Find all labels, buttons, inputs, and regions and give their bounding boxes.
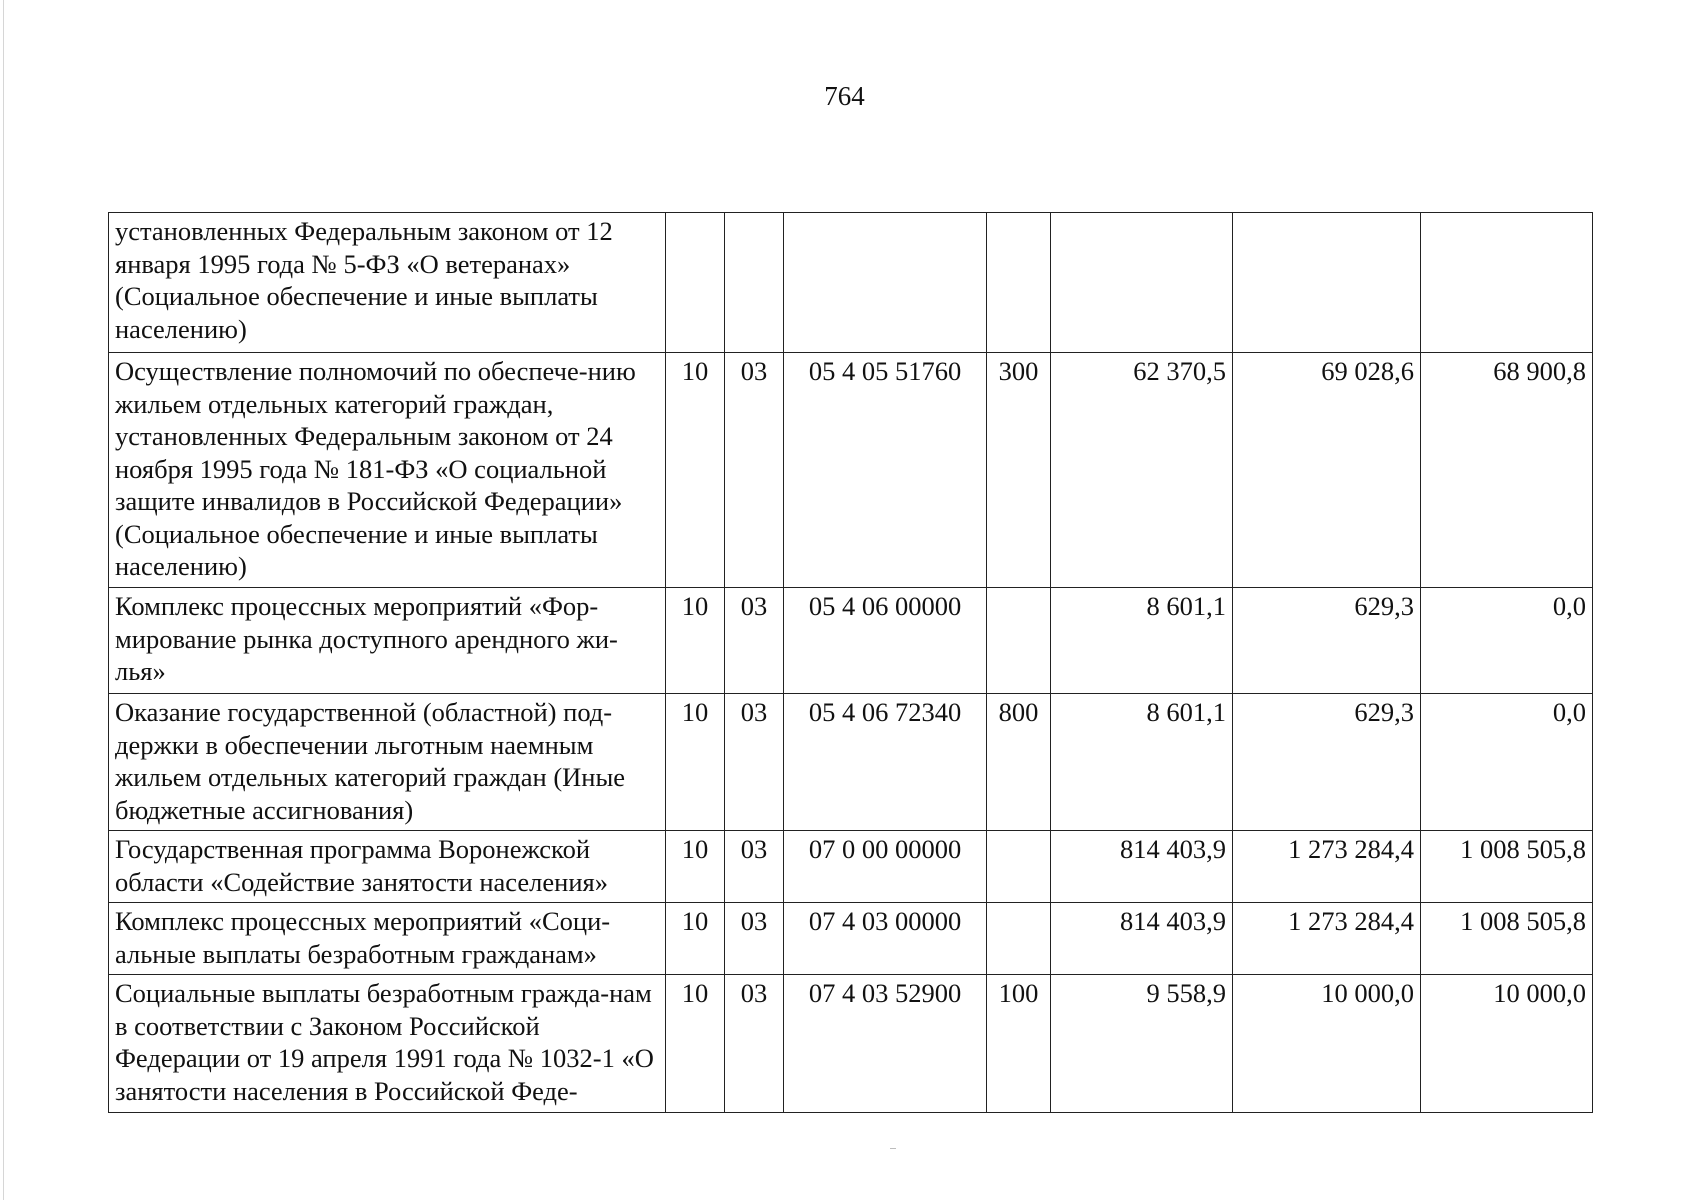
cell-year2: 1 273 284,4 (1233, 903, 1421, 975)
cell-csr: 05 4 05 51760 (784, 353, 987, 588)
cell-vr: 100 (987, 975, 1051, 1113)
cell-pr (725, 213, 784, 353)
cell-rz: 10 (666, 831, 725, 903)
cell-year3: 10 000,0 (1421, 975, 1593, 1113)
cell-pr: 03 (725, 694, 784, 831)
cell-vr (987, 903, 1051, 975)
cell-name: Социальные выплаты безработным гражда-нам в соответствии с Законом Российской Федерации от 19 апреля 1991 года № 1032-1 «О занятости населения в Российской Феде- (109, 975, 666, 1113)
cell-rz: 10 (666, 694, 725, 831)
cell-vr: 300 (987, 353, 1051, 588)
cell-vr: 800 (987, 694, 1051, 831)
page-number: 764 (824, 81, 865, 111)
cell-rz: 10 (666, 975, 725, 1113)
cell-year3: 1 008 505,8 (1421, 903, 1593, 975)
budget-table (108, 212, 1593, 1113)
cell-rz: 10 (666, 588, 725, 694)
table-row (109, 588, 1593, 694)
cell-csr: 07 4 03 00000 (784, 903, 987, 975)
cell-year3: 1 008 505,8 (1421, 831, 1593, 903)
cell-pr: 03 (725, 353, 784, 588)
cell-csr: 07 0 00 00000 (784, 831, 987, 903)
cell-year3: 68 900,8 (1421, 353, 1593, 588)
cell-year2 (1233, 213, 1421, 353)
cell-year3 (1421, 213, 1593, 353)
table-row (109, 903, 1593, 975)
cell-year3: 0,0 (1421, 694, 1593, 831)
cell-csr (784, 213, 987, 353)
cell-csr: 05 4 06 00000 (784, 588, 987, 694)
cell-year2: 69 028,6 (1233, 353, 1421, 588)
cell-name: Государственная программа Воронежской области «Содействие занятости населения» (109, 831, 666, 903)
cell-pr: 03 (725, 903, 784, 975)
cell-csr: 05 4 06 72340 (784, 694, 987, 831)
scan-speck (890, 1148, 896, 1149)
cell-year3: 0,0 (1421, 588, 1593, 694)
cell-year1: 62 370,5 (1051, 353, 1233, 588)
cell-year1: 814 403,9 (1051, 903, 1233, 975)
cell-rz: 10 (666, 903, 725, 975)
cell-pr: 03 (725, 588, 784, 694)
cell-year1: 9 558,9 (1051, 975, 1233, 1113)
table-row (109, 213, 1593, 353)
cell-name: Комплекс процессных мероприятий «Соци-альные выплаты безработным гражданам» (109, 903, 666, 975)
cell-year2: 10 000,0 (1233, 975, 1421, 1113)
cell-pr: 03 (725, 975, 784, 1113)
cell-year2: 629,3 (1233, 694, 1421, 831)
cell-pr: 03 (725, 831, 784, 903)
cell-csr: 07 4 03 52900 (784, 975, 987, 1113)
scan-left-edge (3, 0, 4, 1200)
cell-vr (987, 588, 1051, 694)
cell-year1: 8 601,1 (1051, 694, 1233, 831)
cell-vr (987, 213, 1051, 353)
cell-year1: 814 403,9 (1051, 831, 1233, 903)
cell-year1 (1051, 213, 1233, 353)
cell-name: установленных Федеральным законом от 12 января 1995 года № 5-ФЗ «О ветеранах» (Социальное обеспечение и иные выплаты населению) (109, 213, 666, 353)
cell-rz (666, 213, 725, 353)
cell-name: Осуществление полномочий по обеспече-нию жильем отдельных категорий граждан, установленных Федеральным законом от 24 ноября 1995 года № 181-ФЗ «О социальной защите инвалидов в Российской Федерации» (Социальное обеспечение и иные выплаты населению) (109, 353, 666, 588)
table-row (109, 975, 1593, 1113)
table-row (109, 353, 1593, 588)
cell-rz: 10 (666, 353, 725, 588)
table-row (109, 694, 1593, 831)
cell-name: Комплекс процессных мероприятий «Фор-мирование рынка доступного арендного жи-лья» (109, 588, 666, 694)
table-row (109, 831, 1593, 903)
cell-year2: 629,3 (1233, 588, 1421, 694)
cell-vr (987, 831, 1051, 903)
cell-year2: 1 273 284,4 (1233, 831, 1421, 903)
cell-year1: 8 601,1 (1051, 588, 1233, 694)
cell-name: Оказание государственной (областной) под-держки в обеспечении льготным наемным жильем отдельных категорий граждан (Иные бюджетные ассигнования) (109, 694, 666, 831)
